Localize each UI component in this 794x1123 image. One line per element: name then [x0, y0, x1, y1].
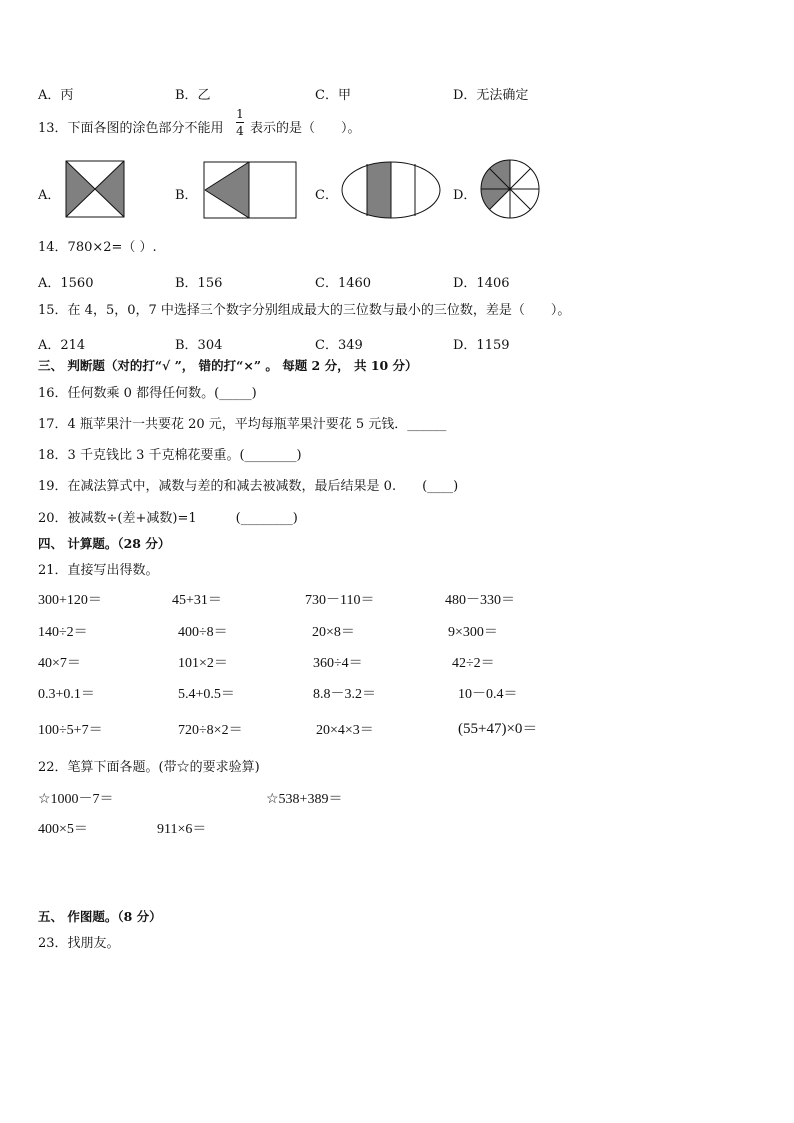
- q13-label-a: A．: [38, 188, 61, 203]
- q13-fraction-denominator: 4: [236, 124, 244, 138]
- q13-label-d: D．: [453, 188, 477, 203]
- q14-stem: 14．780×2=（ ）.: [38, 240, 157, 255]
- q14-option-d: D．1406: [453, 276, 510, 291]
- q13-label-b: B．: [175, 188, 198, 203]
- calc-item: 0.3+0.1＝: [38, 687, 95, 702]
- calc-item: 360÷4＝: [313, 656, 363, 671]
- calc-item: 300+120＝: [38, 593, 102, 608]
- q23-stem: 23．找朋友。: [38, 936, 120, 951]
- question-20: 20．被减数÷(差+减数)=1 (________): [38, 511, 298, 526]
- calc-item: 20×8＝: [312, 625, 355, 640]
- section-3-title: 三、 判断题（对的打“√ ”， 错的打“×” 。 每题 2 分， 共 10 分）: [38, 358, 418, 373]
- q14-option-a: A．1560: [38, 276, 94, 291]
- section-4-title: 四、 计算题。（28 分）: [38, 536, 171, 551]
- calc-item: 720÷8×2＝: [178, 723, 243, 738]
- q12-option-d: D．无法确定: [453, 88, 529, 103]
- q13-stem-prefix: 13．下面各图的涂色部分不能用: [38, 121, 224, 136]
- q15-option-d: D．1159: [453, 338, 510, 353]
- q15-option-a: A．214: [38, 338, 86, 353]
- q13-fraction: [236, 108, 244, 137]
- q15-option-c: C．349: [315, 338, 363, 353]
- q13-fraction-numerator: 1: [236, 107, 244, 121]
- q13-stem-suffix: 表示的是（ ）。: [250, 121, 361, 136]
- question-18: 18．3 千克钱比 3 千克棉花要重。(________): [38, 448, 302, 463]
- q13-label-c: C．: [315, 188, 338, 203]
- calc-item: 100÷5+7＝: [38, 723, 103, 738]
- q14-option-b: B．156: [175, 276, 223, 291]
- calc-item: 10－0.4＝: [458, 687, 518, 702]
- q14-option-c: C．1460: [315, 276, 372, 291]
- q15-option-b: B．304: [175, 338, 223, 353]
- written-calc-item: 911×6＝: [157, 822, 207, 837]
- calc-item: 40×7＝: [38, 656, 81, 671]
- figure-d-circle-eighths: [480, 159, 540, 219]
- figure-b-rectangle-triangle: [203, 161, 297, 219]
- figure-c-ellipse-strips: [341, 161, 441, 219]
- calc-item: 45+31＝: [172, 593, 222, 608]
- calc-item: 140÷2＝: [38, 625, 88, 640]
- written-calc-item: 400×5＝: [38, 822, 88, 837]
- written-calc-item: ☆538+389＝: [266, 792, 343, 807]
- calc-item: 480－330＝: [445, 593, 515, 608]
- calc-item: 20×4×3＝: [316, 723, 374, 738]
- question-17: 17．4 瓶苹果汁一共要花 20 元，平均每瓶苹果汁要花 5 元钱．______: [38, 417, 447, 432]
- q22-stem: 22．笔算下面各题。(带☆的要求验算): [38, 760, 260, 775]
- calc-item: 101×2＝: [178, 656, 228, 671]
- figure-a-square-diagonals: [65, 160, 125, 218]
- q12-option-a: A．丙: [38, 88, 74, 103]
- calc-item: (55+47)×0＝: [458, 721, 538, 737]
- section-5-title: 五、 作图题。（8 分）: [38, 909, 162, 924]
- calc-item: 8.8－3.2＝: [313, 687, 376, 702]
- calc-item: 5.4+0.5＝: [178, 687, 235, 702]
- question-19: 19．在减法算式中，减数与差的和减去被减数，最后结果是 0. (____): [38, 479, 459, 494]
- fraction-bar: [236, 122, 244, 123]
- question-16: 16．任何数乘 0 都得任何数。(_____): [38, 386, 257, 401]
- calc-item: 9×300＝: [448, 625, 498, 640]
- q12-option-b: B．乙: [175, 88, 211, 103]
- q21-stem: 21．直接写出得数。: [38, 563, 159, 578]
- calc-item: 400÷8＝: [178, 625, 228, 640]
- q12-option-c: C．甲: [315, 88, 351, 103]
- q15-stem: 15．在 4，5，0，7 中选择三个数字分别组成最大的三位数与最小的三位数，差是（ ）。: [38, 303, 571, 318]
- calc-item: 42÷2＝: [452, 656, 495, 671]
- calc-item: 730－110＝: [305, 593, 375, 608]
- written-calc-item: ☆1000－7＝: [38, 792, 114, 807]
